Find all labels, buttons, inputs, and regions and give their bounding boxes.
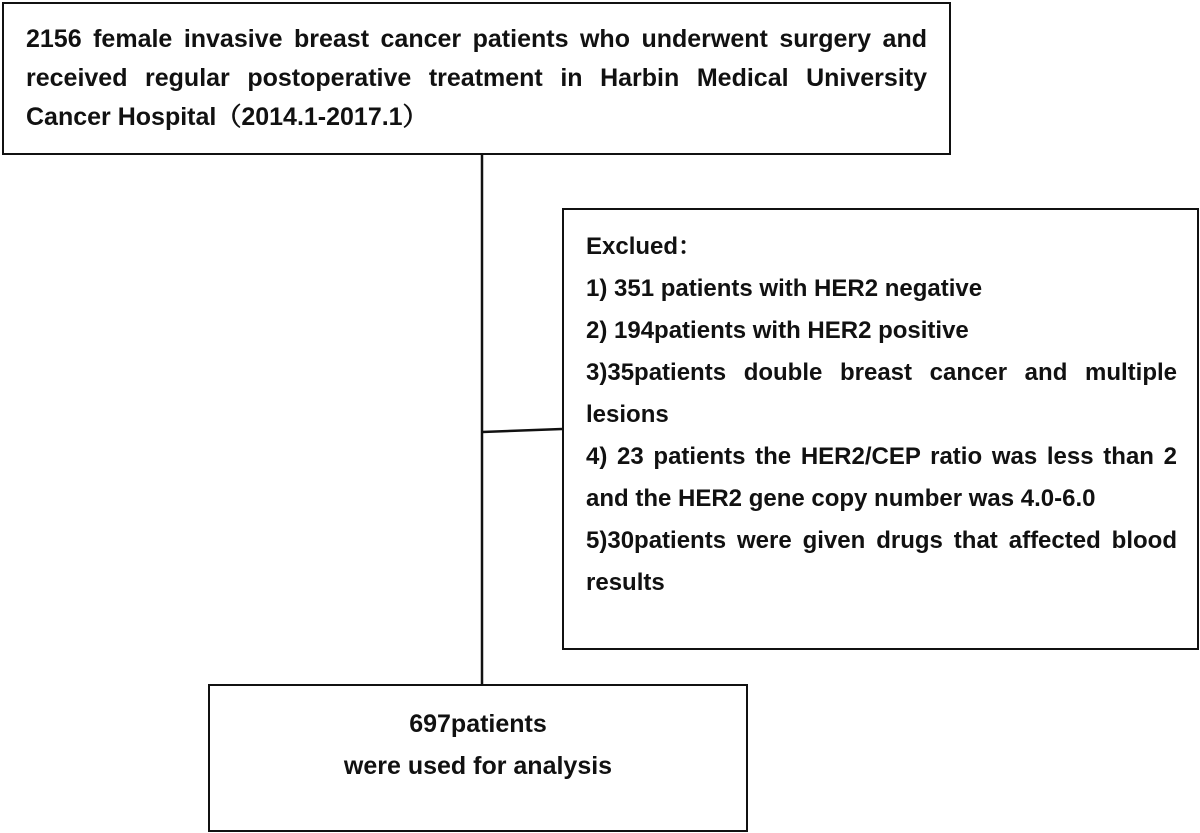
analysis-label: were used for analysis — [343, 752, 613, 780]
exclusion-title: Exclued： — [586, 233, 703, 260]
exclusion-box — [562, 208, 1199, 650]
exclusion-item: 1) 351 patients with HER2 negative — [586, 275, 983, 302]
exclusion-item: 4) 23 patients the HER2/CEP ratio was less than 2 and the HER2 gene copy number was 4.0-6.0 — [586, 443, 1177, 512]
exclusion-item: 3)35patients double breast cancer and multiple lesions — [586, 359, 1177, 428]
enrollment-text: 2156 female invasive breast cancer patients who underwent surgery and received regular postoperative treatment in Harbin Medical University Cancer Hospital（2014.1-2017.1） — [26, 25, 927, 131]
exclusion-branch-connector — [482, 429, 562, 432]
exclusion-item: 2) 194patients with HER2 positive — [586, 317, 969, 344]
analysis-box — [208, 684, 748, 832]
analysis-count: 697patients — [409, 710, 547, 738]
enrollment-box — [2, 2, 951, 155]
exclusion-item: 5)30patients were given drugs that affected blood results — [586, 527, 1177, 596]
